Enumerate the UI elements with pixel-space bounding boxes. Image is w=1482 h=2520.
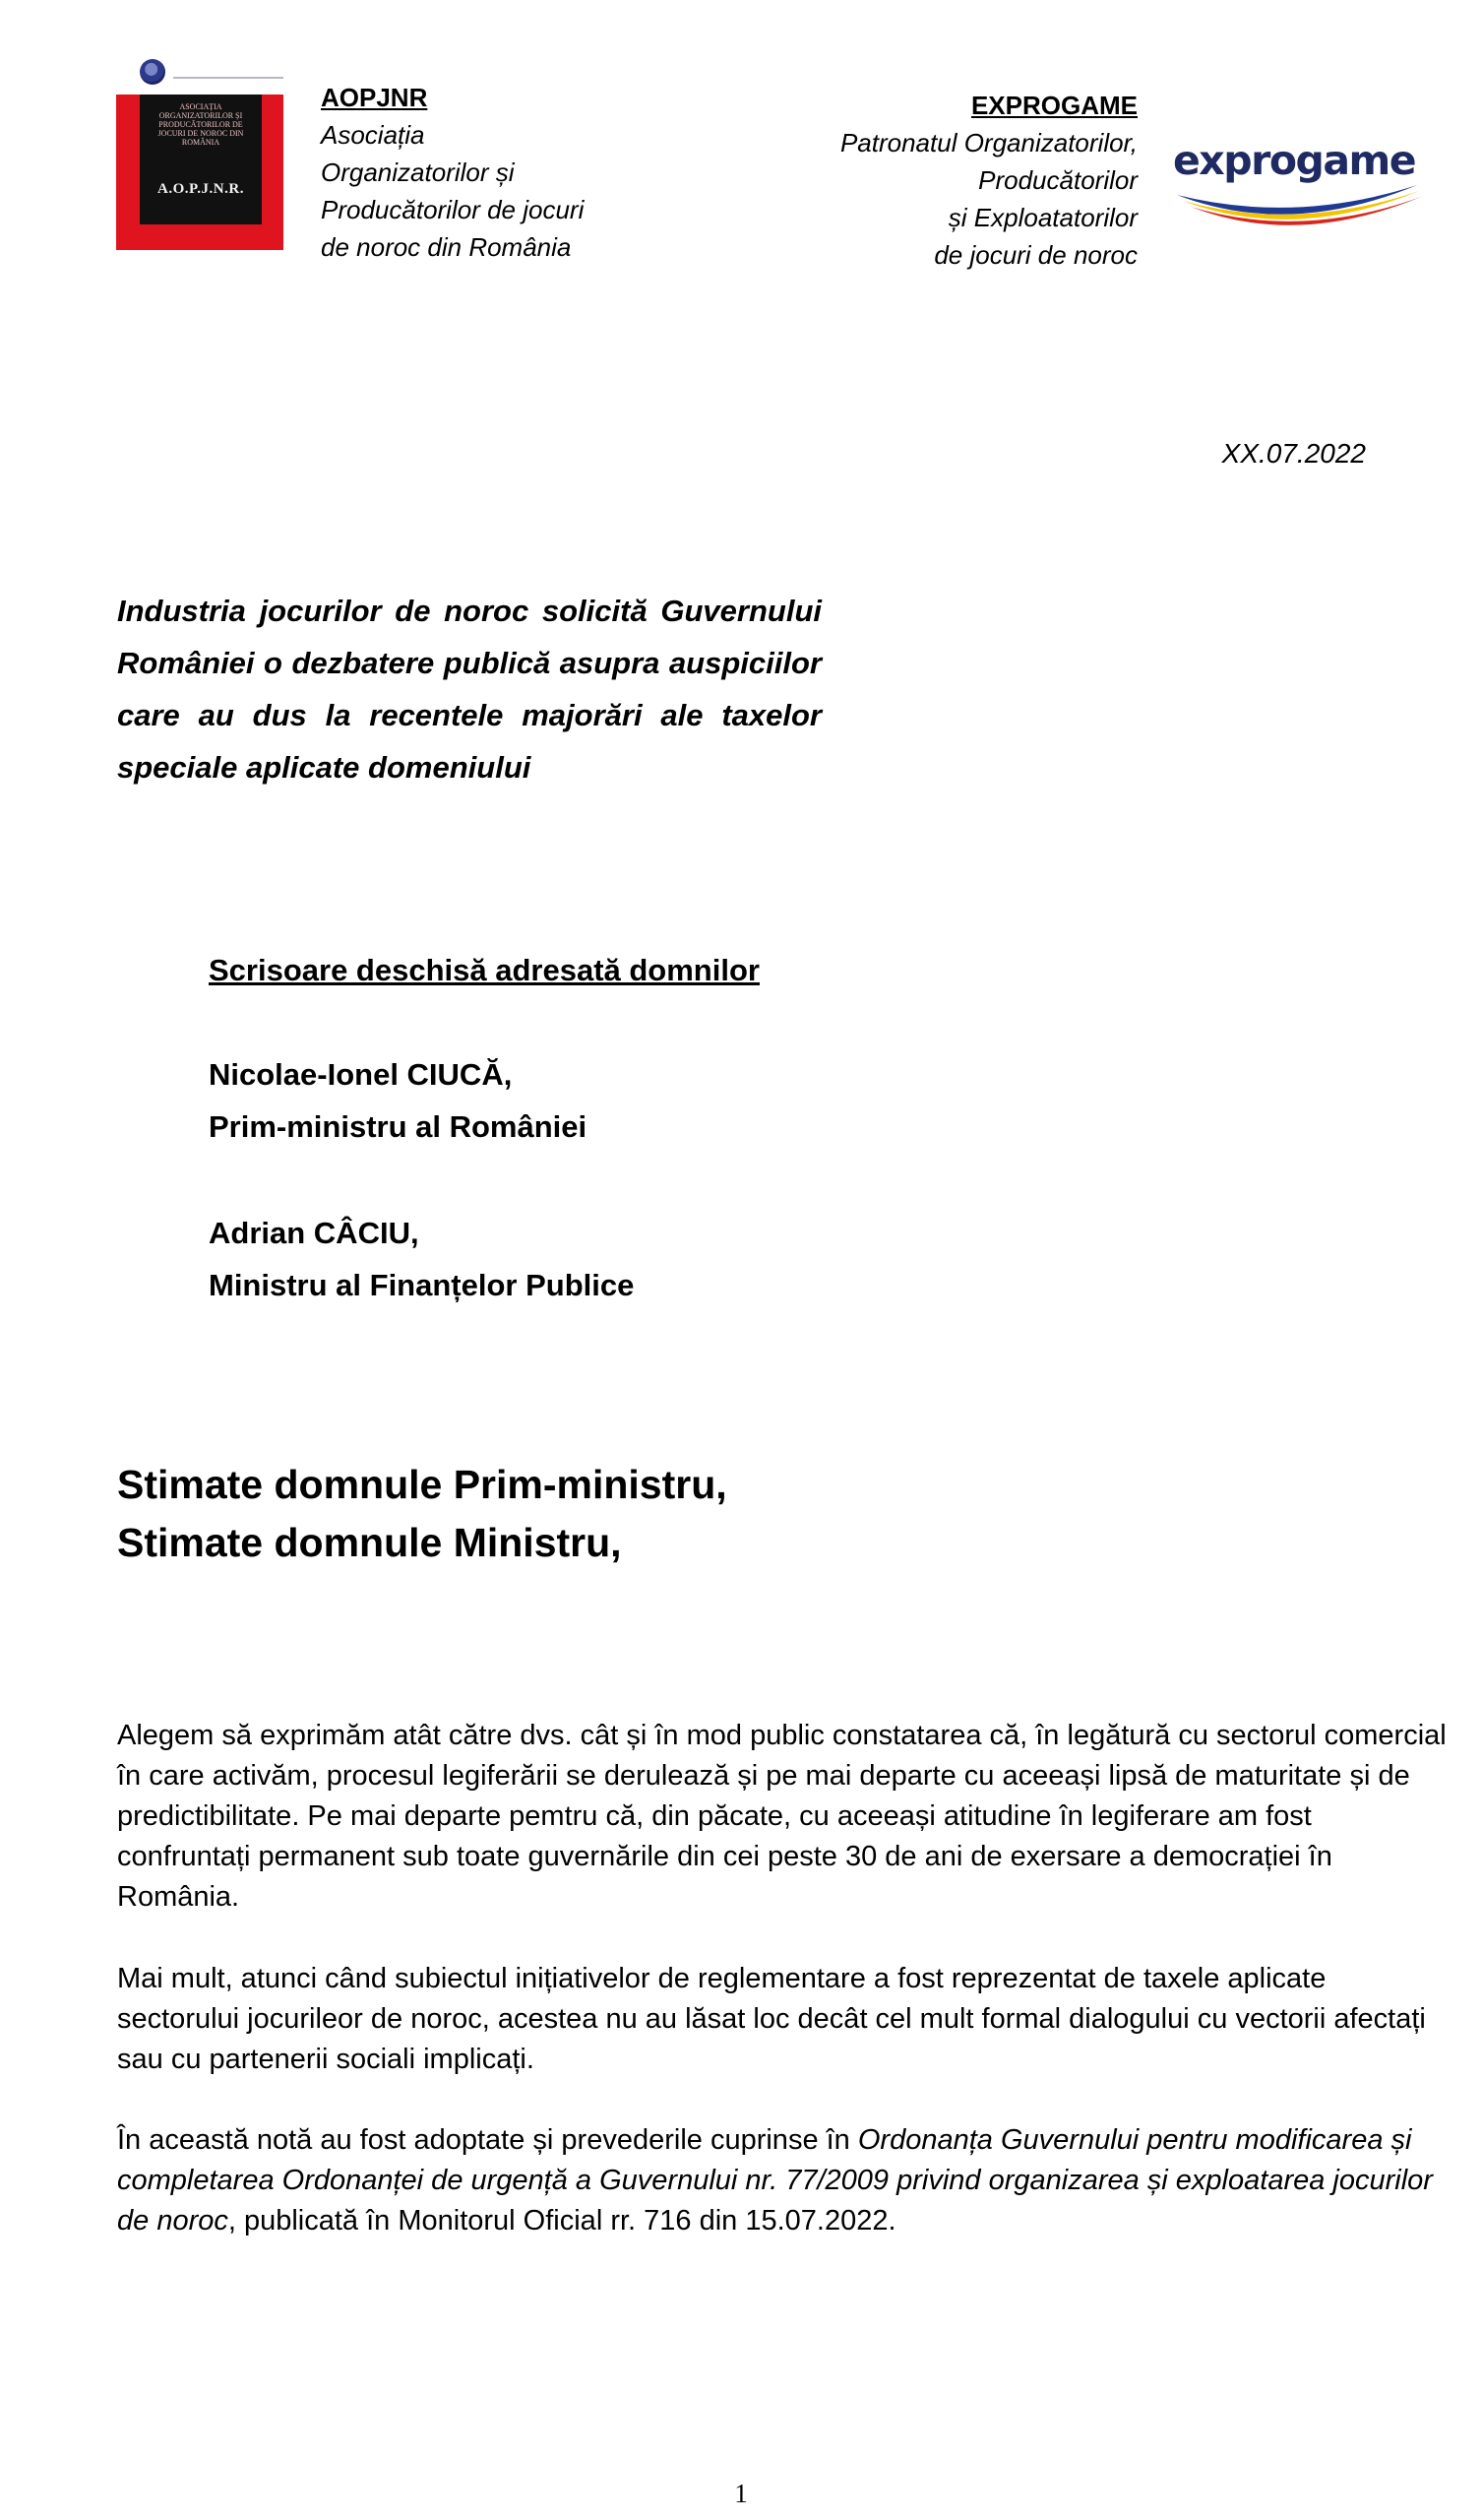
body-paragraph: Mai mult, atunci când subiectul inițiativelor de reglementare a fost reprezentat de taxele aplicate sectorului jocurileor de noroc, acestea nu au lăsat loc decât cel mult formal dialogului cu vectorii afectați sau cu partenerii sociali implicați. — [117, 1963, 1426, 2075]
aopjnr-logo-text: ASOCIAȚIA ORGANIZATORILOR ȘI PRODUCĂTORILOR DE JOCURI DE NOROC DIN ROMÂNIA — [157, 102, 244, 147]
exprogame-description: Patronatul Organizatorilor, Producătorilor și Exploatatorilor de jocuri de noroc — [839, 128, 1138, 270]
body-paragraph — [117, 2120, 1448, 2241]
addressee-name: Nicolae-Ionel CIUCĂ, — [209, 1057, 513, 1092]
exprogame-logo — [1171, 136, 1437, 234]
body-paragraph: Alegem să exprimăm atât către dvs. cât și în mod public constatarea că, în legătură cu sectorul comercial în care activăm, procesul legiferării se derulează și pe mai departe cu aceeași lipsă de maturitate și de predictibilitate. Pe mai departe pemtru că, din păcate, cu aceeași atitudine în legiferare am fost confruntați permanent sub toate guvernările din cei peste 30 de ani de exersare a democrației în România. — [117, 1720, 1447, 1913]
salutation-line: Stimate domnule Ministru, — [117, 1520, 622, 1565]
paragraph-text: , publicată în Monitorul Oficial rr. 716 din 15.07.2022. — [227, 2205, 896, 2236]
page-number: 1 — [734, 2479, 748, 2508]
exprogame-name: EXPROGAME — [970, 91, 1138, 120]
addressee-role: Prim-ministru al României — [209, 1109, 587, 1144]
addressee-name: Adrian CÂCIU, — [209, 1216, 419, 1250]
salutation-line: Stimate domnule Prim-ministru, — [117, 1462, 727, 1507]
exprogame-wordmark: exprogame — [1173, 137, 1416, 184]
aopjnr-logo — [116, 37, 283, 250]
exprogame-swoosh-icon — [1171, 179, 1437, 234]
aopjnr-emblem-icon — [140, 59, 165, 85]
paragraph-text: În această notă au fost adoptate și prevederile cuprinse în — [117, 2124, 858, 2156]
document-subject: Industria jocurilor de noroc solicită Guvernului României o dezbatere publică asupra auspiciilor care au dus la recentele majorări ale taxelor speciale aplicate domeniului — [117, 594, 822, 785]
aopjnr-header-text — [321, 79, 646, 266]
aopjnr-logo-line — [173, 77, 283, 79]
exprogame-header-text — [768, 87, 1138, 274]
aopjnr-logo-abbr: A.O.P.J.N.R. — [157, 181, 244, 197]
aopjnr-description: Asociația Organizatorilor și Producătorilor de jocuri de noroc din România — [321, 120, 585, 262]
open-letter-heading: Scrisoare deschisă adresată domnilor — [209, 953, 760, 987]
ordinance-title: Ordonanța Guvernului pentru modificarea și completarea Ordonanței de urgență a Guvernului nr. 77/2009 privind organizarea și exploatarea jocurilor de noroc — [117, 2124, 1433, 2236]
addressee-role: Ministru al Finanțelor Publice — [209, 1268, 635, 1302]
aopjnr-name: AOPJNR — [321, 83, 428, 112]
document-date: XX.07.2022 — [1221, 438, 1366, 469]
